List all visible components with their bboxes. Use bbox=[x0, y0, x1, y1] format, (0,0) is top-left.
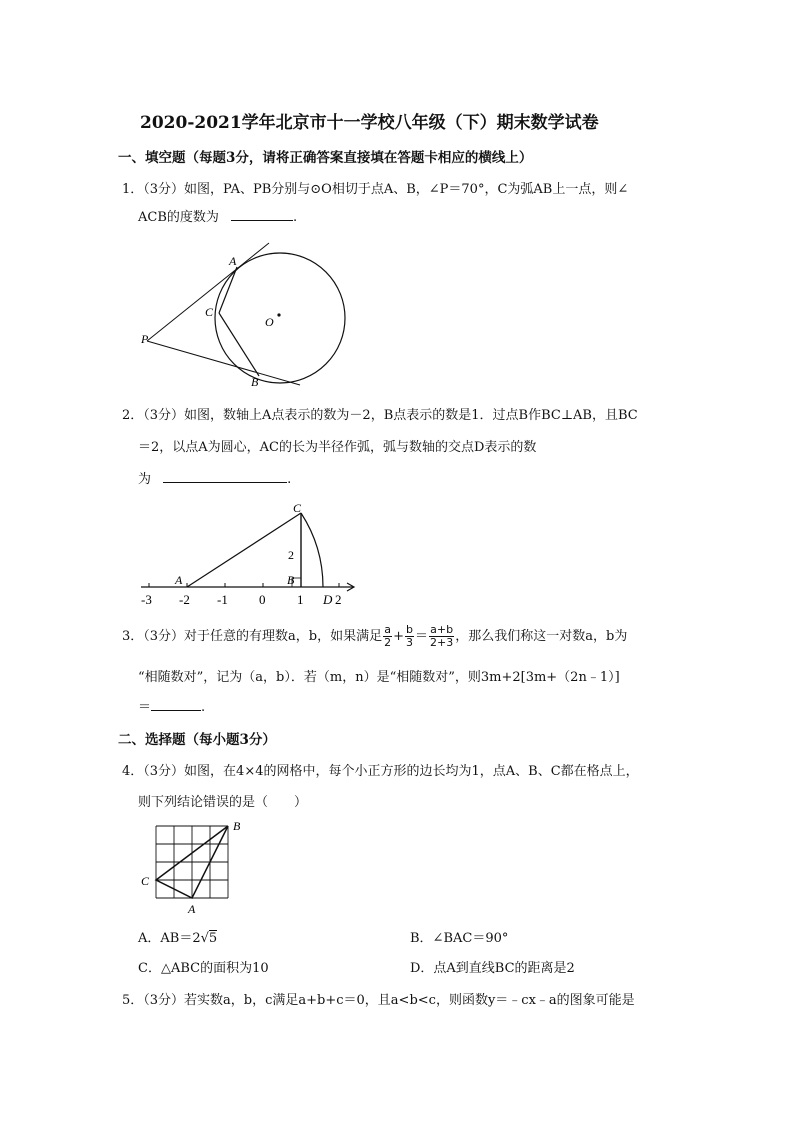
segment-ac bbox=[187, 513, 301, 587]
label-b: B bbox=[233, 819, 241, 833]
q2-answer-blank[interactable] bbox=[163, 468, 287, 483]
tick-label-minus3: -3 bbox=[141, 592, 152, 607]
frac1-numerator: a bbox=[384, 623, 391, 636]
label-b: B bbox=[287, 573, 295, 587]
q3-line1-after: ，那么我们称这一对数a，b为 bbox=[455, 629, 628, 644]
plus-sign: + bbox=[393, 629, 405, 644]
q1-circle-figure bbox=[135, 238, 360, 393]
q1-answer-blank[interactable] bbox=[231, 206, 293, 221]
tick-label-0: 0 bbox=[259, 592, 266, 607]
q4-option-d[interactable]: D．点A到直线BC的距离是2 bbox=[410, 961, 575, 976]
q3-line1 bbox=[122, 624, 627, 649]
label-d: D bbox=[323, 592, 333, 607]
frac2-denominator: 3 bbox=[406, 636, 414, 649]
tick-label-2: 2 bbox=[335, 592, 342, 607]
fraction-sum bbox=[429, 624, 454, 649]
q4-option-b[interactable]: B．∠BAC＝90° bbox=[410, 931, 509, 946]
fraction-b-over-3 bbox=[405, 624, 414, 649]
page-title: 2020-2021学年北京市十一学校八年级（下）期末数学试卷 bbox=[140, 113, 599, 133]
q3-line3 bbox=[138, 696, 205, 715]
label-c: C bbox=[141, 874, 150, 888]
q2-line2: ＝2，以点A为圆心，AC的长为半径作弧，弧与数轴的交点D表示的数 bbox=[138, 440, 537, 455]
tangent-pa bbox=[147, 243, 269, 341]
q2-number-line-figure bbox=[135, 500, 365, 610]
option-a-radicand: 5 bbox=[208, 931, 218, 946]
center-dot bbox=[277, 313, 280, 316]
q5-line1: 5．（3分）若实数a，b，c满足a+b+c＝0，且a<b<c，则函数y＝﹣cx﹣a的图象可能是 bbox=[122, 993, 635, 1008]
label-a: A bbox=[229, 254, 237, 268]
q4-option-c[interactable]: C．△ABC的面积为10 bbox=[138, 961, 269, 976]
q3-line1-before: 3．（3分）对于任意的有理数a，b，如果满足 bbox=[122, 629, 383, 644]
q1-line2-text: ACB的度数为 bbox=[138, 210, 219, 225]
q4-option-a[interactable] bbox=[138, 927, 217, 946]
tangent-pb bbox=[147, 341, 300, 385]
fraction-a-over-2 bbox=[383, 624, 392, 649]
q4-line2: 则下列结论错误的是（ ） bbox=[138, 795, 308, 810]
q1-line1: 1．（3分）如图，PA、PB分别与⊙O相切于点A、B，∠P＝70°，C为弧AB上一点，则∠ bbox=[122, 182, 629, 197]
label-c: C bbox=[293, 501, 302, 515]
tick-label-minus2: -2 bbox=[179, 592, 190, 607]
label-o: O bbox=[265, 315, 274, 329]
q3-line3-period: . bbox=[201, 700, 206, 715]
frac3-numerator: a+b bbox=[430, 623, 454, 636]
tick-label-1: 1 bbox=[297, 592, 304, 607]
label-bc-length: 2 bbox=[288, 548, 294, 562]
q4-line1: 4．（3分）如图，在4×4的网格中，每个小正方形的边长均为1，点A、B、C都在格点上， bbox=[122, 764, 639, 779]
q3-line2: “相随数对”，记为（a，b）．若（m，n）是“相随数对”，则3m+2[3m+（2n﹣1）] bbox=[138, 670, 620, 685]
equals-sign: ＝ bbox=[415, 629, 429, 644]
label-a: A bbox=[188, 902, 196, 916]
q3-answer-blank[interactable] bbox=[151, 696, 201, 711]
grid-lines bbox=[156, 826, 228, 898]
sqrt-sign: √ bbox=[200, 931, 209, 946]
q2-line3-period: . bbox=[287, 472, 292, 487]
q4-grid-figure bbox=[138, 818, 250, 916]
option-a-text: A．AB＝2 bbox=[138, 931, 201, 946]
section-2-heading: 二、选择题（每小题3分） bbox=[118, 732, 276, 748]
tick-label-minus1: -1 bbox=[217, 592, 228, 607]
label-c: C bbox=[205, 305, 214, 319]
arc-cd bbox=[301, 513, 323, 587]
frac1-denominator: 2 bbox=[384, 636, 392, 649]
q2-line3-text: 为 bbox=[138, 472, 152, 487]
label-b: B bbox=[251, 375, 259, 389]
q2-line3 bbox=[138, 468, 291, 487]
q3-line3-text: ＝ bbox=[138, 700, 152, 715]
section-1-heading: 一、填空题（每题3分，请将正确答案直接填在答题卡相应的横线上） bbox=[118, 150, 533, 166]
frac2-numerator: b bbox=[406, 623, 414, 636]
q1-line2-period: . bbox=[293, 210, 298, 225]
frac3-denominator: 2+3 bbox=[430, 636, 454, 649]
q2-line1: 2．（3分）如图，数轴上A点表示的数为－2，B点表示的数是1．过点B作BC⊥AB，且BC bbox=[122, 408, 638, 423]
chord-cb bbox=[219, 313, 259, 376]
q1-line2 bbox=[138, 206, 297, 225]
label-p: P bbox=[141, 332, 149, 346]
label-a: A bbox=[175, 573, 183, 587]
